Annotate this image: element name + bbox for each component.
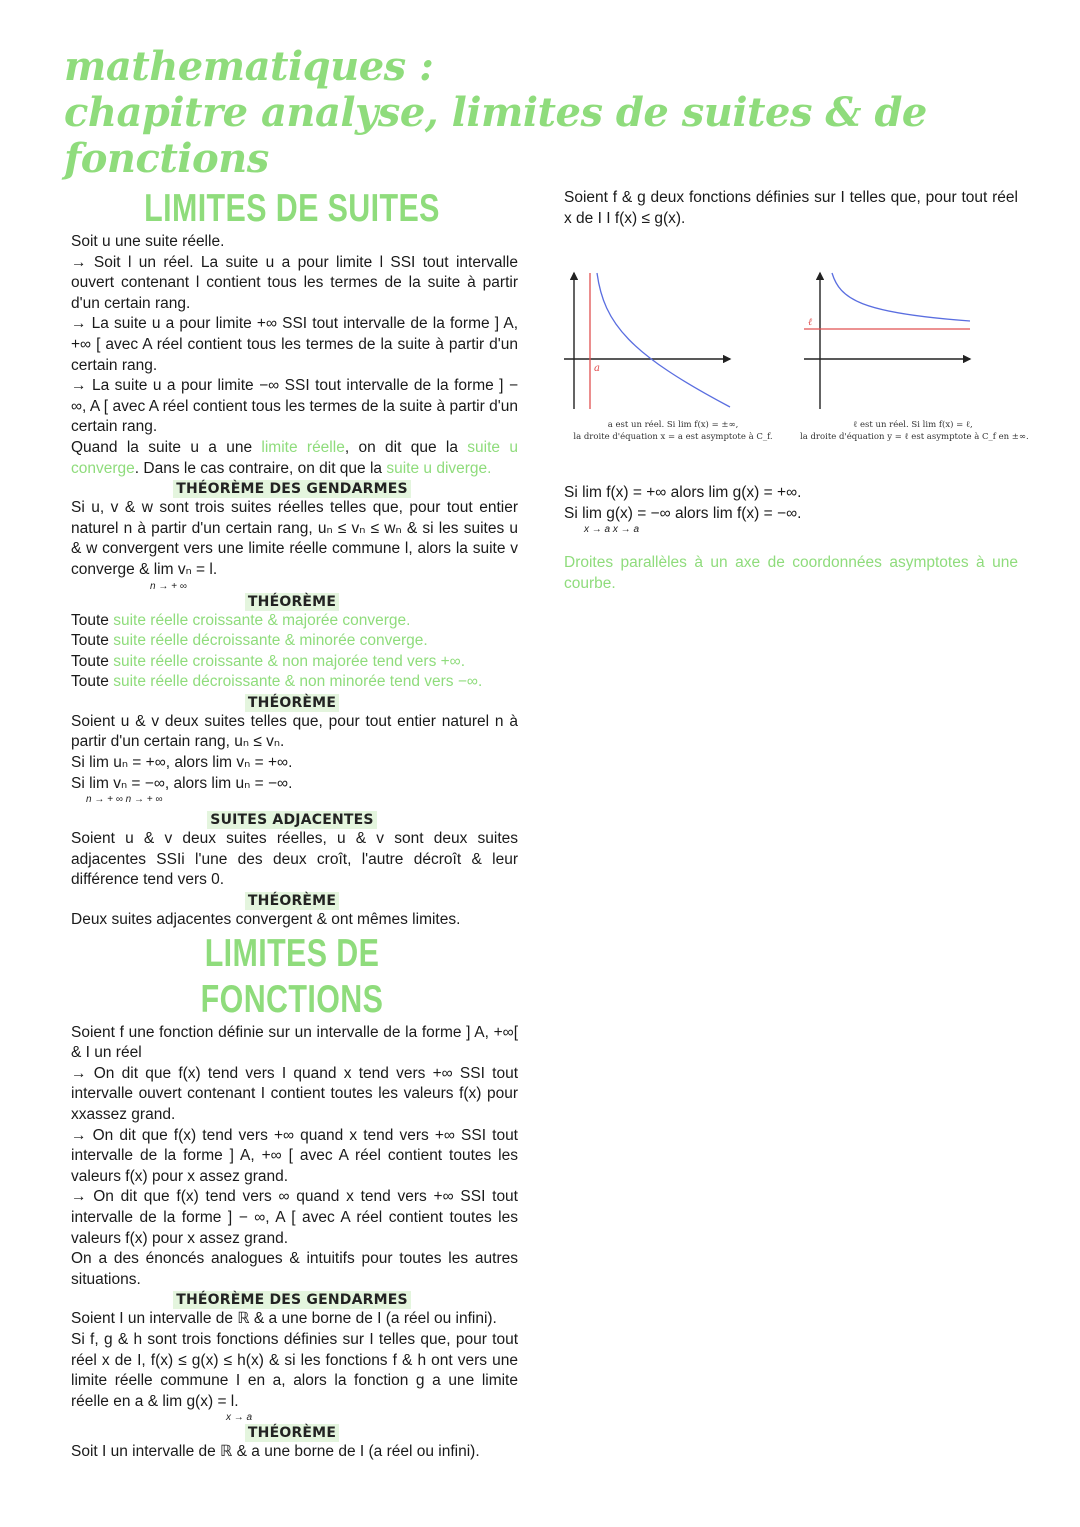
th2-line-1: Si lim uₙ = +∞, alors lim vₙ = +∞. bbox=[71, 754, 293, 772]
badge-theoreme-4: THÉORÈME bbox=[245, 1424, 339, 1442]
section-title-suites: LIMITES DE SUITES bbox=[144, 187, 440, 230]
highlight-run: suite u converge bbox=[71, 438, 518, 477]
result-line-2: Si lim g(x) = −∞ alors lim f(x) = −∞. bbox=[564, 504, 802, 522]
caption-line: ℓ est un réel. Si lim f(x) = ℓ, bbox=[853, 420, 973, 431]
asymptote-note: Droites parallèles à un axe de coordonnées asymptotes à une courbe. bbox=[564, 554, 1018, 592]
limit-subscript: x → a bbox=[226, 1412, 253, 1424]
th1-line-1 bbox=[66, 611, 518, 632]
th4-text: Soit I un intervalle de ℝ & a une borne de I (a réel ou infini). bbox=[71, 1443, 480, 1461]
th1-line-4 bbox=[66, 672, 518, 693]
th1-line-2 bbox=[66, 631, 518, 652]
badge-theoreme-2: THÉORÈME bbox=[245, 694, 339, 712]
title-line-2: chapitre analyse, limites de suites & de fonctions bbox=[64, 89, 927, 182]
th1-line-3 bbox=[66, 652, 518, 673]
badge-gendarmes-suites: THÉORÈME DES GENDARMES bbox=[173, 480, 411, 498]
function-curve bbox=[597, 273, 730, 407]
right-column bbox=[564, 188, 1029, 595]
asymptote-figures bbox=[560, 269, 1029, 443]
highlight-run: suite réelle décroissante & minorée converge. bbox=[113, 632, 428, 650]
highlight-run: suite réelle croissante & majorée converge. bbox=[113, 611, 411, 629]
highlight-run: suite u diverge. bbox=[386, 459, 492, 477]
adjacentes-text: Soient u & v deux suites réelles, u & v sont deux suites adjacentes SSIi l'une des deux croît, l'autre décroît & leur différence tend vers 0. bbox=[71, 830, 518, 889]
horizontal-asymptote-graph bbox=[800, 269, 1026, 419]
limit-subscript: x → a x → a bbox=[584, 524, 640, 536]
fonctions-limit-plus-inf: → On dit que f(x) tend vers +∞ quand x tend vers +∞ SSI tout intervalle de la forme ] A, +∞ [ avec A réel contient toutes les valeurs f(x) pour x assez grand. bbox=[71, 1126, 518, 1185]
suites-def: Soit u une suite réelle. bbox=[71, 233, 225, 250]
badge-suites-adjacentes: SUITES ADJACENTES bbox=[207, 811, 376, 829]
page-title bbox=[64, 44, 1080, 182]
text-run: . Dans le cas contraire, on dit que la bbox=[134, 459, 387, 477]
text-run: Toute bbox=[71, 652, 114, 670]
highlight-run: suite réelle décroissante & non minorée tend vers −∞. bbox=[113, 673, 483, 691]
badge-theoreme-3: THÉORÈME bbox=[245, 892, 339, 910]
horizontal-asymptote-figure bbox=[800, 269, 1029, 443]
comparison-results bbox=[564, 483, 1018, 535]
badge-gendarmes-fonctions: THÉORÈME DES GENDARMES bbox=[173, 1291, 411, 1309]
th2-text: Soient u & v deux suites telles que, pour tout entier naturel n à partir d'un certain rang, uₙ ≤ vₙ. bbox=[71, 712, 518, 751]
text-run: , on dit que la bbox=[344, 438, 468, 456]
text-run: Toute bbox=[71, 673, 114, 691]
left-column bbox=[66, 186, 518, 1463]
asymptote-label: ℓ bbox=[808, 317, 813, 329]
suites-convergence bbox=[66, 438, 518, 479]
asymptote-label: a bbox=[594, 363, 600, 375]
suites-limit-minus-inf: → La suite u a pour limite −∞ SSI tout intervalle de la forme ] − ∞, A [ avec A réel contient tous les termes de la suite à partir d'un certain rang. bbox=[71, 377, 518, 436]
result-line-1: Si lim f(x) = +∞ alors lim g(x) = +∞. bbox=[564, 484, 802, 502]
function-curve bbox=[832, 273, 970, 321]
limit-subscript: n → + ∞ n → + ∞ bbox=[86, 794, 163, 806]
caption-line: la droite d'équation x = a est asymptote à C_f. bbox=[573, 432, 773, 443]
limit-subscript: n → + ∞ bbox=[150, 580, 187, 592]
fonctions-analogues: On a des énoncés analogues & intuitifs pour toutes les autres situations. bbox=[71, 1250, 518, 1288]
highlight-run: limite réelle bbox=[261, 438, 345, 456]
text-run: Toute bbox=[71, 611, 114, 629]
text-run: Toute bbox=[71, 632, 114, 650]
suites-limit-plus-inf: → La suite u a pour limite +∞ SSI tout intervalle de la forme ] A, +∞ [ avec A réel contient tous les termes de la suite à partir d'un certain rang. bbox=[71, 315, 518, 374]
suites-limit-real: → Soit l un réel. La suite u a pour limite l SSI tout intervalle ouvert contenant l contient tous les termes de la suite à partir d'un certain rang. bbox=[71, 253, 518, 312]
gendarmes-suites-text: Si u, v & w sont trois suites réelles telles que, pour tout entier naturel n à partir d'un certain rang, uₙ ≤ vₙ ≤ wₙ & si les suites u & w convergent vers une limite réelle commune l, alors la suite v converge & lim vₙ = l. bbox=[71, 499, 518, 578]
gendarmes-fonctions-1: Soient I un intervalle de ℝ & a une borne de I (a réel ou infini). bbox=[71, 1310, 497, 1328]
section-title-fonctions: LIMITES DE FONCTIONS bbox=[200, 931, 384, 1021]
caption-line: a est un réel. Si lim f(x) = ±∞, bbox=[607, 420, 739, 431]
vertical-asymptote-graph bbox=[560, 269, 786, 419]
th3-text: Deux suites adjacentes convergent & ont mêmes limites. bbox=[71, 911, 461, 929]
text-run: Quand la suite u a une bbox=[71, 438, 262, 456]
comparison-intro: Soient f & g deux fonctions définies sur I telles que, pour tout réel x de I I f(x) ≤ g(x). bbox=[564, 189, 1018, 227]
fonctions-limit-real: → On dit que f(x) tend vers I quand x tend vers +∞ SSI tout intervalle ouvert contenant I contient toutes les valeurs f(x) pour xxassez grand. bbox=[71, 1064, 518, 1123]
caption-line: la droite d'équation y = ℓ est asymptote à C_f en ±∞. bbox=[800, 432, 1029, 443]
fonctions-def: Soient f une fonction définie sur un intervalle de la forme ] A, +∞[ & I un réel bbox=[71, 1023, 518, 1062]
title-line-1: mathematiques : bbox=[64, 43, 434, 90]
vertical-asymptote-figure bbox=[560, 269, 786, 443]
gendarmes-fonctions-2: Si f, g & h sont trois fonctions définies sur I telles que, pour tout réel x de I, f(x) ≤ g(x) ≤ h(x) & si les fonctions f & h ont vers une limite réelle commune I en a, alors la fonction g a une limite réelle en a & lim g(x) = l. bbox=[71, 1330, 518, 1410]
badge-theoreme-1: THÉORÈME bbox=[245, 593, 339, 611]
highlight-run: suite réelle croissante & non majorée tend vers +∞. bbox=[113, 652, 466, 670]
th2-line-2: Si lim vₙ = −∞, alors lim uₙ = −∞. bbox=[71, 774, 293, 792]
fonctions-limit-inf: → On dit que f(x) tend vers ∞ quand x tend vers +∞ SSI tout intervalle de la forme ] − ∞, A [ avec A réel contient toutes les valeurs f(x) pour x assez grand. bbox=[71, 1188, 518, 1247]
